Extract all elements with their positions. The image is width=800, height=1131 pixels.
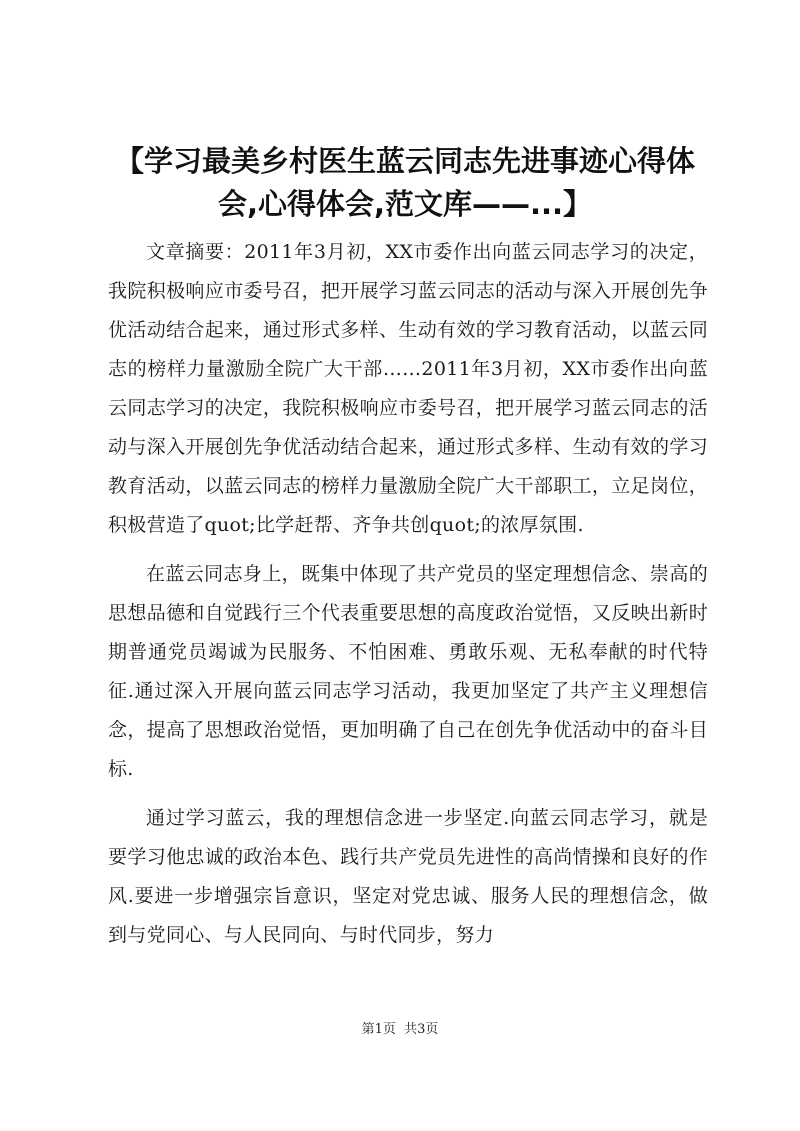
- page-footer: [0, 1018, 800, 1037]
- page-total: 共3页: [404, 1022, 439, 1037]
- paragraph-abstract: 文章摘要：2011年3月初，XX市委作出向蓝云同志学习的决定，我院积极响应市委号召，把开展学习蓝云同志的活动与深入开展创先争优活动结合起来，通过形式多样、生动有效的学习教育活动，以蓝云同志的榜样力量激励全院广大干部……2011年3月初，XX市委作出向蓝云同志学习的决定，我院积极响应市委号召，把开展学习蓝云同志的活动与深入开展创先争优活动结合起来，通过形式多样、生动有效的学习教育活动，以蓝云同志的榜样力量激励全院广大干部职工，立足岗位，积极营造了quot;比学赶帮、齐争共创quot;的浓厚氛围.: [108, 241, 708, 536]
- page-number: 第1页: [361, 1022, 396, 1037]
- paragraph-3: 通过学习蓝云，我的理想信念进一步坚定.向蓝云同志学习，就是要学习他忠诚的政治本色、践行共产党员先进性的高尚情操和良好的作风.要进一步增强宗旨意识，坚定对党忠诚、服务人民的理想信念，做到与党同心、与人民同向、与时代同步，努力: [108, 807, 708, 946]
- document-title: 【学习最美乡村医生蓝云同志先进事迹心得体会,心得体会,范文库——...】: [114, 144, 695, 221]
- paragraph-2: 在蓝云同志身上，既集中体现了共产党员的坚定理想信念、崇高的思想品德和自觉践行三个代表重要思想的高度政治觉悟，又反映出新时期普通党员竭诚为民服务、不怕困难、勇敢乐观、无私奉献的时代特征.通过深入开展向蓝云同志学习活动，我更加坚定了共产主义理想信念，提高了思想政治觉悟，更加明确了自己在创先争优活动中的奋斗目标.: [108, 563, 708, 780]
- document-body: [108, 233, 708, 965]
